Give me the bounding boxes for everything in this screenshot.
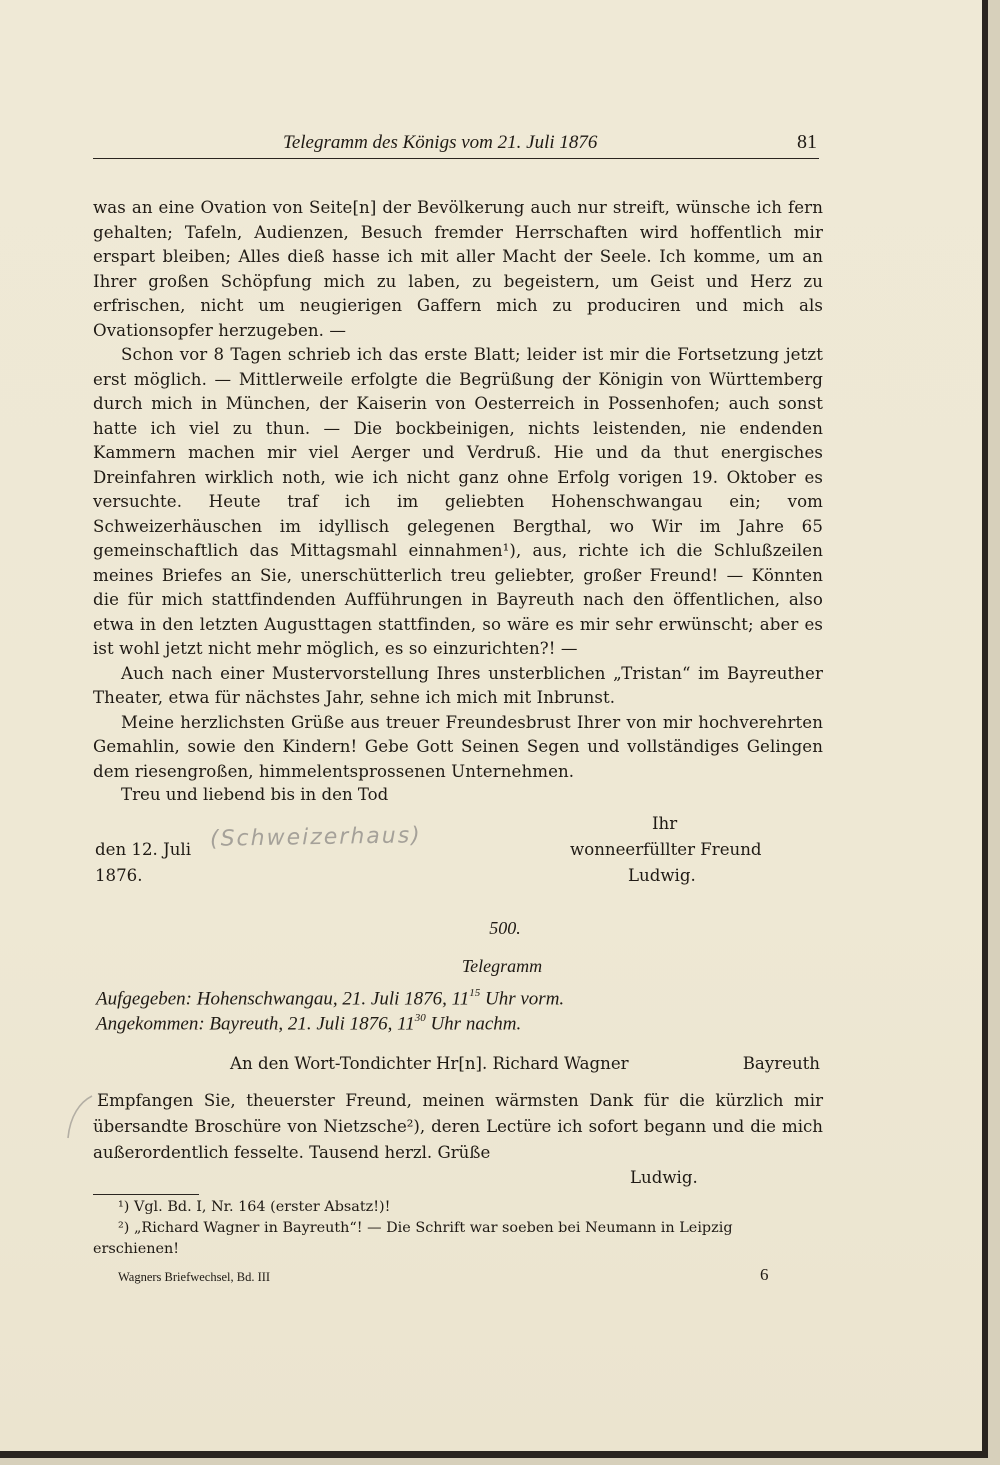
telegram-message: Empfangen Sie, theuerster Freund, meinen wärmsten Dank für die kürzlich mir übersandte Broschüre von Nietzsche²), deren Lectüre ich sofort begann und die mich außerordentlich fesselte. Tausend herzl. Grüße bbox=[93, 1091, 823, 1162]
paragraph-1: was an eine Ovation von Seite[n] der Bevölkerung auch nur streift, wünsche ich fern gehalten; Tafeln, Audienzen, Besuch fremder Herrschaften wird hoffentlich mir erspart bleiben; Alles dieß hasse ich mit aller Macht der Seele. Ich komme, um an Ihrer großen Schöpfung mich zu laben, zu begeistern, um Geist und Herz zu erfrischen, nicht um neugierigen Gaffern mich zu produciren und mich als Ovationsopfer herzugeben. — bbox=[93, 198, 823, 340]
footnote-2-continued: erschienen! bbox=[93, 1241, 180, 1257]
footnote-1: ¹) Vgl. Bd. I, Nr. 164 (erster Absatz!)! bbox=[118, 1199, 391, 1215]
letter-number-text: 500. bbox=[489, 918, 521, 938]
signature-ihr: Ihr bbox=[652, 814, 678, 833]
closing-line: Treu und liebend bis in den Tod bbox=[121, 785, 389, 804]
sent-suffix: Uhr vorm. bbox=[480, 988, 565, 1010]
signature-name: Ludwig. bbox=[628, 866, 696, 885]
pencil-annotation: (Schweizerhaus) bbox=[209, 823, 422, 852]
telegram-address bbox=[230, 1054, 820, 1073]
telegram-signature: Ludwig. bbox=[630, 1168, 698, 1187]
signature-block bbox=[570, 811, 780, 889]
telegram-heading-text: Telegramm bbox=[461, 956, 543, 976]
paragraph-4: Meine herzlichsten Grüße aus treuer Freundesbrust Ihrer von mir hochverehrten Gemahlin, sowie den Kindern! Gebe Gott Seinen Segen und vollständiges Gelingen dem riesengroßen, himmelentsprossenen Unternehmen. bbox=[93, 712, 823, 781]
running-header bbox=[93, 128, 819, 159]
received-line bbox=[96, 1013, 521, 1035]
received-minutes: 30 bbox=[414, 1012, 426, 1024]
letter-body bbox=[93, 196, 823, 784]
signature-friend: wonneerfüllter Freund bbox=[570, 840, 762, 859]
printer-signature-mark: 6 bbox=[760, 1265, 769, 1284]
footnote-2: ²) „Richard Wagner in Bayreuth“! — Die Schrift war soeben bei Neumann in Leipzig bbox=[118, 1220, 733, 1236]
sent-text: Aufgegeben: Hohenschwangau, 21. Juli 1876, 11 bbox=[96, 988, 470, 1010]
sent-minutes: 15 bbox=[469, 987, 481, 999]
telegram-text bbox=[93, 1088, 823, 1166]
letter-date bbox=[95, 837, 191, 889]
sent-line bbox=[96, 988, 564, 1010]
telegram-heading bbox=[0, 956, 1000, 977]
running-title: Telegramm des Königs vom 21. Juli 1876 bbox=[283, 132, 598, 153]
letter-number bbox=[0, 918, 1000, 939]
paragraph-3: Auch nach einer Mustervorstellung Ihres unsterblichen „Tristan“ im Bayreuther Theater, etwa für nächstes Jahr, sehne ich mich mit Inbrunst. bbox=[93, 663, 823, 707]
paragraph-2: Schon vor 8 Tagen schrieb ich das erste Blatt; leider ist mir die Fortsetzung jetzt erst möglich. — Mittlerweile erfolgte die Begrüßung der Königin von Württemberg durch mich in München, der Kaiserin von Oesterreich in Possenhofen; auch sonst hatte ich viel zu thun. — Die bockbeinigen, nichts leistenden, nie endenden Kammern machen mir viel Aerger und Verdruß. Hie und da thut energisches Dreinfahren wirklich noth, wie ich nicht ganz ohne Erfolg vorigen 19. Oktober es versuchte. Heute traf ich im geliebten Hohenschwangau ein; vom Schweizerhäuschen im idyllisch gelegenen Bergthal, wo Wir im Jahre 65 gemeinschaftlich das Mittagsmahl einnahmen¹), aus, richte ich die Schlußzeilen meines Briefes an Sie, unerschütterlich treu geliebter, großer Freund! — Könnten die für mich stattfindenden Aufführungen in Bayreuth nach den öffentlichen, also etwa in den letzten Augusttagen stattfinden, so wäre es mir sehr erwünscht; aber es ist wohl jetzt nicht mehr möglich, es so einzurichten?! — bbox=[93, 345, 823, 658]
page-number: 81 bbox=[797, 131, 817, 153]
date-line-1: den 12. Juli bbox=[95, 840, 192, 859]
date-line-2: 1876. bbox=[95, 866, 143, 885]
address-destination: Bayreuth bbox=[742, 1054, 820, 1073]
received-text: Angekommen: Bayreuth, 21. Juli 1876, 11 bbox=[96, 1013, 415, 1035]
footnote-rule bbox=[93, 1194, 199, 1195]
imprint-line: Wagners Briefwechsel, Bd. III bbox=[118, 1270, 271, 1284]
footnotes bbox=[93, 1197, 823, 1260]
address-recipient: An den Wort-Tondichter Hr[n]. Richard Wagner bbox=[230, 1054, 629, 1073]
received-suffix: Uhr nachm. bbox=[425, 1013, 522, 1035]
